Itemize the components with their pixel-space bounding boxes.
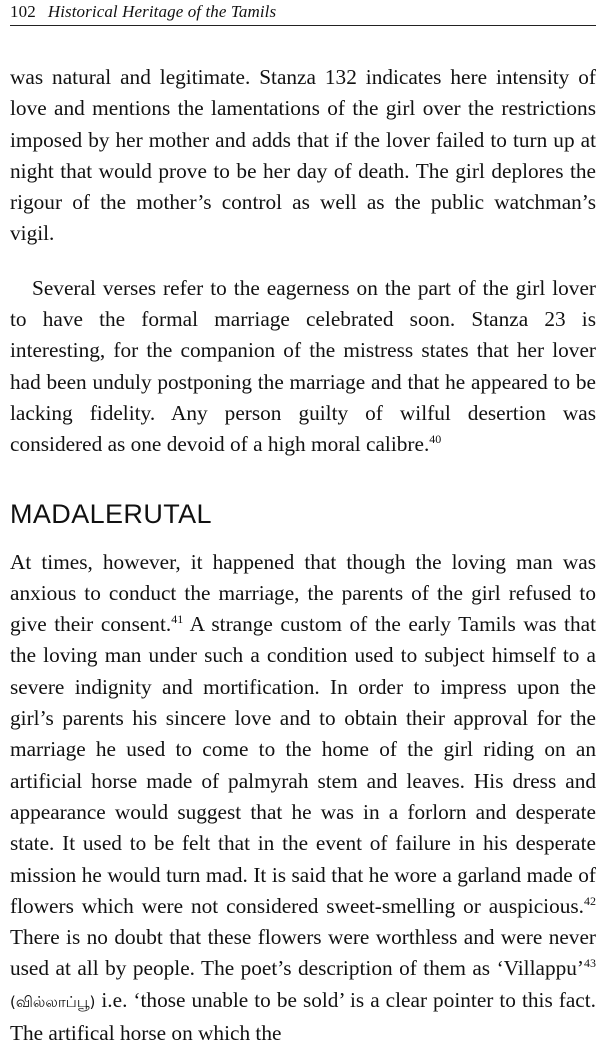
section-heading: MADALERUTAL	[10, 498, 212, 529]
paragraph-text: was natural and legitimate. Stanza 132 indicates here intensity of love and mentions the lamentations of the girl over the restrictions imposed by her mother and adds that if the lover failed to turn up at night that would prove to be her day of death. The girl deplores the rigour of the mother’s control as well as the public watchman’s vigil.	[10, 65, 596, 246]
book-page	[10, 0, 596, 1049]
paragraph-text: i.e. ‘those unable to be sold’ is a clear pointer to this fact. The artifical horse on which the	[10, 987, 596, 1046]
paragraph-madalerutal	[10, 547, 596, 1049]
paragraph-text: At times, however, it happened that though the loving man was anxious to conduct the marriage, the parents of the girl refused to give their consent.	[10, 549, 596, 637]
footnote-ref-42: 42	[584, 893, 596, 908]
footnote-ref-41: 41	[171, 612, 184, 627]
running-head	[10, 0, 596, 26]
paragraph-stanza-132	[10, 62, 596, 250]
paragraph-text: There is no doubt that these flowers were worthless and were never used at all by people. The poet’s description of them as ‘Villappu’	[10, 925, 596, 981]
paragraph-stanza-23	[10, 273, 596, 461]
footnote-ref-40: 40	[429, 432, 442, 447]
footnote-ref-43: 43	[584, 956, 596, 971]
tamil-word: (வில்லாப்பூ)	[10, 992, 96, 1011]
page-number: 102	[10, 2, 36, 21]
paragraph-text: Several verses refer to the eagerness on the part of the girl lover to have the formal marriage celebrated soon. Stanza 23 is interesting, for the companion of the mistress states that her lover had been unduly postponing the marriage and that he appeared to be lacking fidelity. Any person guilty of wilful desertion was considered as one devoid of a high moral calibre.	[10, 275, 596, 457]
book-title: Historical Heritage of the Tamils	[47, 2, 277, 21]
paragraph-text: A strange custom of the early Tamils was that the loving man under such a condition used to subject himself to a severe indignity and mortification. In order to impress upon the girl’s parents his sincere love and to obtain their approval for the marriage he used to come to the home of the girl riding on an artificial horse made of palmyrah stem and leaves. His dress and appearance would suggest that he was in a forlorn and desperate state. It used to be felt that in the event of failure in his desperate mission he would turn mad. It is said that he wore a garland made of flowers which were not considered sweet-smelling or auspicious.	[10, 612, 596, 918]
